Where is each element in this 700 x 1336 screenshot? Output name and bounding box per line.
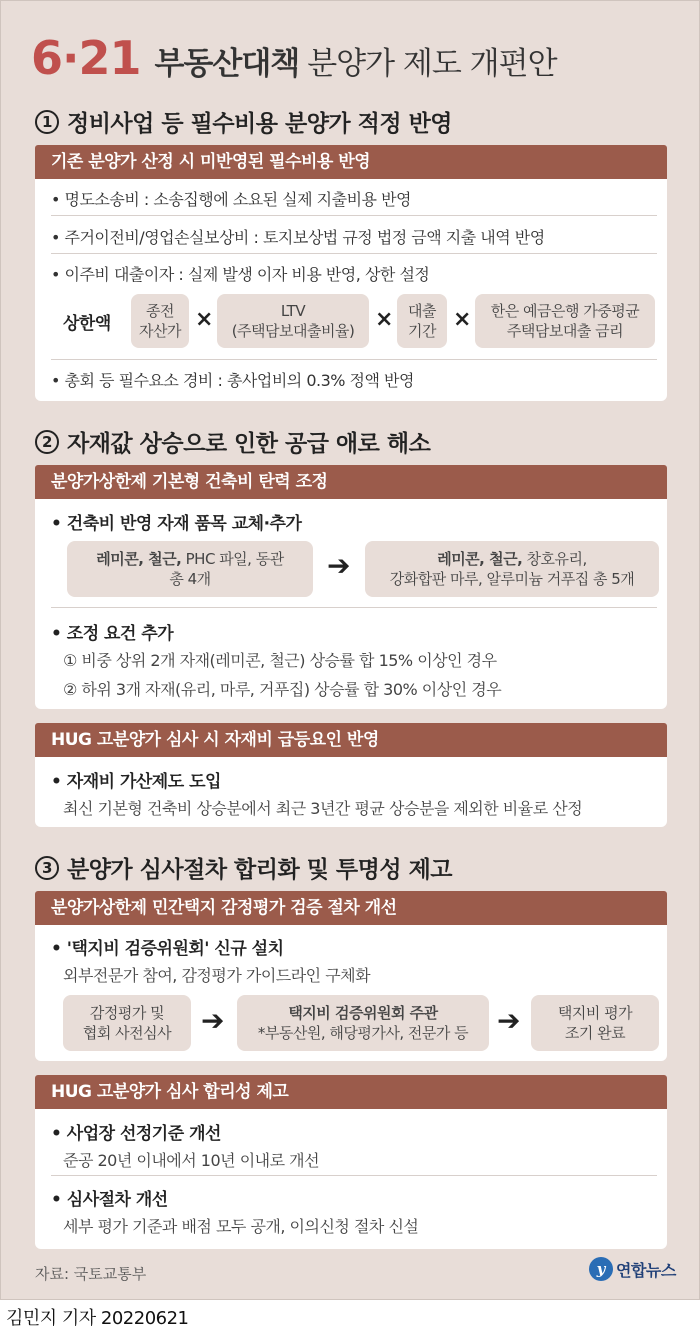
formula-box-rate-line2: 주택담보대출 금리	[506, 322, 624, 340]
divider	[51, 607, 657, 608]
yonhap-logo-text: 연합뉴스	[616, 1260, 676, 1280]
title-number: 6·21	[31, 31, 141, 85]
formula-box-rate	[475, 294, 655, 348]
source-credit: 자료: 국토교통부	[35, 1265, 147, 1283]
section3-item-1-desc: 외부전문가 참여, 감정평가 가이드라인 구체화	[63, 966, 371, 985]
completion-step-box	[531, 995, 659, 1051]
right-arrow-icon: ➔	[327, 549, 351, 582]
section3-item-2: • 사업장 선정기준 개선	[51, 1124, 221, 1144]
right-arrow-icon: ➔	[201, 1004, 225, 1037]
appraisal-step-box	[63, 995, 191, 1051]
completion-step-line1: 택지비 평가	[557, 1003, 633, 1022]
formula-box-asset	[131, 294, 189, 348]
section3-item-3: • 심사절차 개선	[51, 1190, 168, 1210]
reporter-byline: 김민지 기자 20220621	[6, 1308, 189, 1329]
formula-box-ltv	[217, 294, 369, 348]
materials-after-rest: 창호유리,	[522, 549, 587, 568]
materials-after-line2: 강화합판 마루, 알루미늄 거푸집 총 5개	[389, 570, 635, 588]
multiply-sign: ×	[453, 307, 472, 332]
materials-before-rest: PHC 파일, 동관	[181, 549, 284, 568]
section3-item-1: • '택지비 검증위원회' 신규 설치	[51, 939, 284, 959]
materials-before-line2: 총 4개	[169, 570, 211, 588]
section1-heading	[35, 105, 452, 138]
section2-item-3-desc: 최신 기본형 건축비 상승분에서 최근 3년간 평균 상승분을 제외한 비율로 산정	[63, 799, 583, 818]
appraisal-step-line1: 감정평가 및	[89, 1003, 165, 1022]
formula-box-period	[397, 294, 447, 348]
section2-number: 2	[35, 430, 59, 454]
section2-bar-1: 분양가상한제 기본형 건축비 탄력 조정	[35, 465, 667, 499]
materials-after-bold: 레미콘, 철근,	[437, 549, 523, 568]
section3-heading	[35, 851, 452, 884]
appraisal-step-line2: 협회 사전심사	[82, 1024, 172, 1042]
section1-item-3: • 이주비 대출이자 : 실제 발생 이자 비용 반영, 상한 설정	[51, 265, 430, 284]
condition-2: ② 하위 3개 자재(유리, 마루, 거푸집) 상승률 합 30% 이상인 경우	[63, 680, 502, 699]
completion-step-line2: 조기 완료	[564, 1024, 626, 1042]
section1-item-4: • 총회 등 필수요소 경비 : 총사업비의 0.3% 정액 반영	[51, 371, 414, 390]
formula-label: 상한액	[63, 314, 111, 334]
formula-box-asset-line1: 종전	[146, 301, 174, 320]
section2-item-1: • 건축비 반영 자재 품목 교체·추가	[51, 514, 302, 534]
section2-item-3: • 자재비 가산제도 도입	[51, 772, 221, 792]
section3-item-3-desc: 세부 평가 기준과 배점 모두 공개, 이의신청 절차 신설	[63, 1217, 419, 1236]
materials-before-line1	[96, 549, 283, 569]
title-sub: 분양가 제도 개편안	[307, 46, 557, 82]
divider	[51, 359, 657, 360]
section1-item-2: • 주거이전비/영업손실보상비 : 토지보상법 규정 법정 금액 지출 내역 반영	[51, 228, 545, 247]
yonhap-logo-icon: y	[589, 1257, 613, 1281]
right-arrow-icon: ➔	[497, 1004, 521, 1037]
materials-after-box	[365, 541, 659, 597]
committee-step-note: *부동산원, 해당평가사, 전문가 등	[257, 1024, 469, 1042]
materials-after-line1	[437, 549, 587, 569]
formula-box-period-line2: 기간	[408, 322, 436, 340]
materials-before-bold: 레미콘, 철근,	[96, 549, 182, 568]
section3-item-2-desc: 준공 20년 이내에서 10년 이내로 개선	[63, 1151, 320, 1170]
formula-box-asset-line2: 자산가	[139, 322, 181, 340]
committee-step-title: 택지비 검증위원회 주관	[288, 1003, 438, 1022]
yonhap-logo	[589, 1257, 676, 1281]
section2-item-2: • 조정 요건 추가	[51, 624, 174, 644]
section3-title: 분양가 심사절차 합리화 및 투명성 제고	[67, 857, 453, 883]
formula-box-period-line1: 대출	[408, 301, 436, 320]
multiply-sign: ×	[195, 307, 214, 332]
section1-item-1: • 명도소송비 : 소송집행에 소요된 실제 지출비용 반영	[51, 190, 412, 209]
multiply-sign: ×	[375, 307, 394, 332]
section2-title: 자재값 상승으로 인한 공급 애로 해소	[67, 431, 431, 457]
condition-1: ① 비중 상위 2개 자재(레미콘, 철근) 상승률 합 15% 이상인 경우	[63, 651, 497, 670]
section1-title: 정비사업 등 필수비용 분양가 적정 반영	[67, 111, 453, 137]
divider	[51, 253, 657, 254]
section3-bar-1: 분양가상한제 민간택지 감정평가 검증 절차 개선	[35, 891, 667, 925]
committee-step-box	[237, 995, 489, 1051]
section2-heading	[35, 425, 430, 458]
divider	[51, 215, 657, 216]
materials-before-box	[67, 541, 313, 597]
formula-box-ltv-line2: (주택담보대출비율)	[231, 322, 355, 340]
section1-number: 1	[35, 110, 59, 134]
divider	[51, 1175, 657, 1176]
formula-box-ltv-line1: LTV	[280, 301, 306, 320]
section3-number: 3	[35, 856, 59, 880]
page-title	[31, 31, 557, 85]
section3-bar-2: HUG 고분양가 심사 합리성 제고	[35, 1075, 667, 1109]
title-main: 부동산대책	[154, 46, 300, 82]
section1-bar: 기존 분양가 산정 시 미반영된 필수비용 반영	[35, 145, 667, 179]
formula-box-rate-line1: 한은 예금은행 가중평균	[490, 301, 640, 320]
section2-bar-2: HUG 고분양가 심사 시 자재비 급등요인 반영	[35, 723, 667, 757]
